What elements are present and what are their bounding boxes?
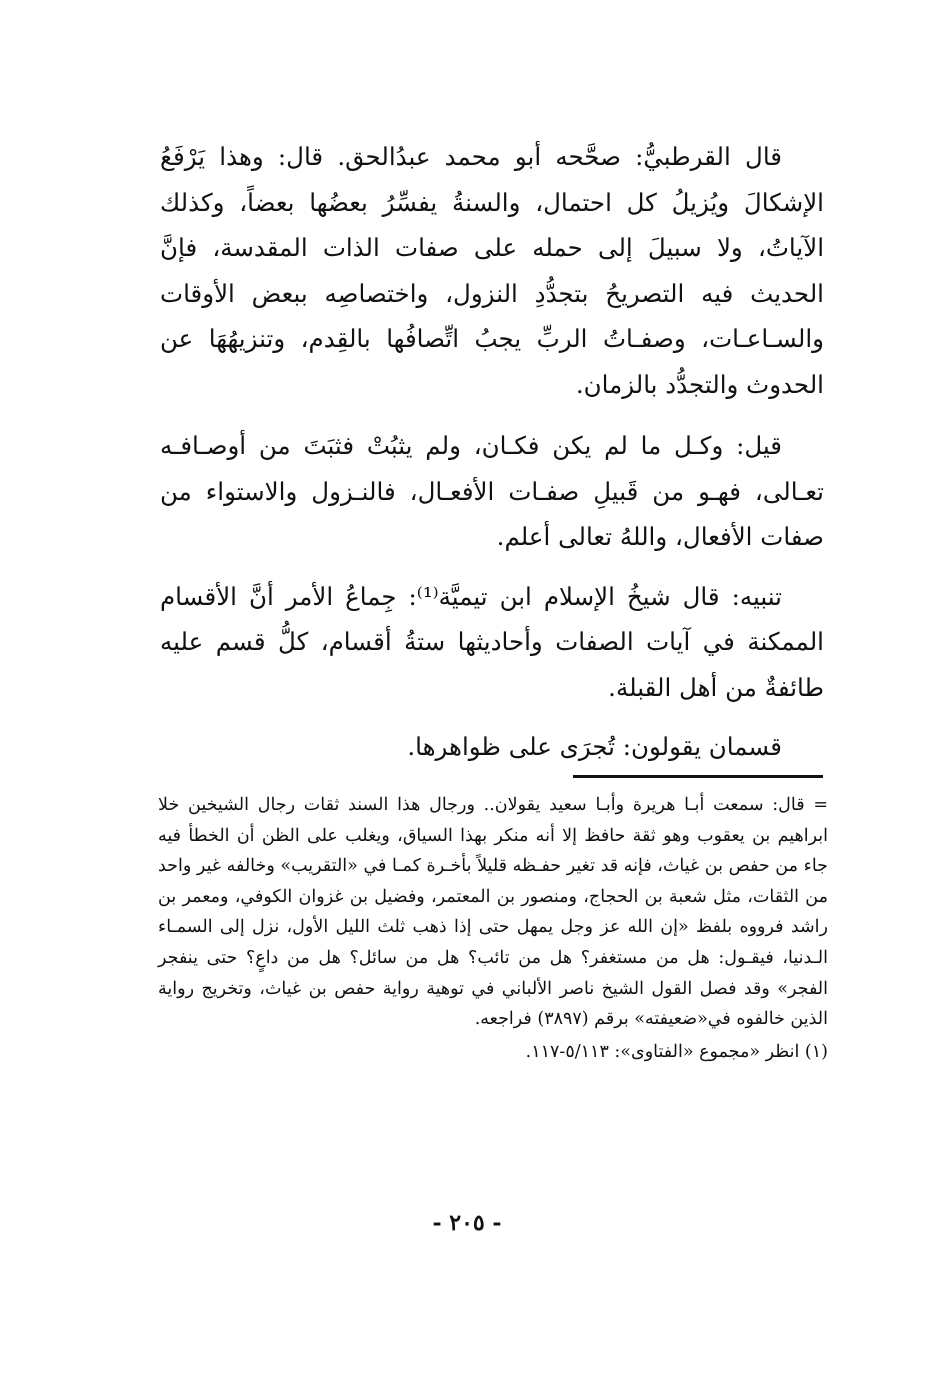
paragraph-qila: قيل: وكـل ما لم يكن فكـان، ولم يثبُتْ فثبَتَ من أوصـافـه تعـالى، فهـو من قَبيلِ صفـات الأفعـال، فالنـزول والاستواء من صفات الأفعال، واللهُ تعالى أعلم.	[160, 431, 824, 551]
footnotes-section	[158, 790, 828, 1067]
main-text-body	[160, 134, 824, 770]
footnote-separator	[573, 775, 823, 778]
paragraph-tanbih: تنبيه: قال شيخُ الإسلام ابن تيميَّة⁽¹⁾: جِماعُ الأمر أنَّ الأقسام الممكنة في آيات الصفات وأحاديثها ستةُ أقسام، كلُّ قسم عليه طائفةٌ من أهل القبلة.	[160, 581, 824, 702]
page-number: - ٢٠٥ -	[432, 1210, 502, 1236]
paragraph-qurtubi: قال القرطبيُّ: صحَّحه أبو محمد عبدُالحق. قال: وهذا يَرْفَعُ الإشكالَ ويُزيلُ كل احتمال، والسنةُ يفسِّرُ بعضُها بعضاً، وكذلك الآياتُ، ولا سبيلَ إلى حمله على صفات الذات المقدسة، فإنَّ الحديث فيه التصريحُ بتجدُّدِ النزول، واختصاصِه ببعض الأوقات والسـاعـات، وصفـاتُ الربِّ يجبُ اتِّصافُها بالقِدم، وتنزيهُهَا عن الحدوث والتجدُّد بالزمان.	[160, 142, 824, 399]
footnote-continuation: = قال: سمعت أبـا هريرة وأبـا سعيد يقولان.. ورجال هذا السند ثقات رجال الشيخين خلا ابراهيم بن يعقوب وهو ثقة حافظ إلا أنه منكر بهذا السياق، ويغلب على الظن أن الخطأ فيه جاء من حفص بن غياث، فإنه قد تغير حفـظه قليلاً بأخـرة كمـا في «التقريب» وخالفه غير واحد من الثقات، مثل شعبة بن الحجاج، ومنصور بن المعتمر، وفضيل بن غزوان الكوفي، ومعمر بن راشد فرووه بلفظ «إن الله عز وجل يمهل حتى إذا ذهب ثلث الليل الأول، نزل إلى السمـاء الـدنيا، فيقـول: هل من مستغفر؟ هل من تائب؟ هل من سائل؟ هل من داعٍ؟ حتى ينفجر الفجر» وقد فصل القول الشيخ ناصر الألباني في توهية رواية حفص بن غياث، وتخريج رواية الذين خالفوه في«ضعيفته» برقم (٣٨٩٧) فراجعه.	[158, 795, 828, 1030]
footnote-1: (١) انظر «مجموع «الفتاوى»: ٥/١١٣-١١٧.	[525, 1041, 828, 1062]
paragraph-qismani: قسمان يقولون: تُجرَى على ظواهرها.	[407, 732, 782, 761]
